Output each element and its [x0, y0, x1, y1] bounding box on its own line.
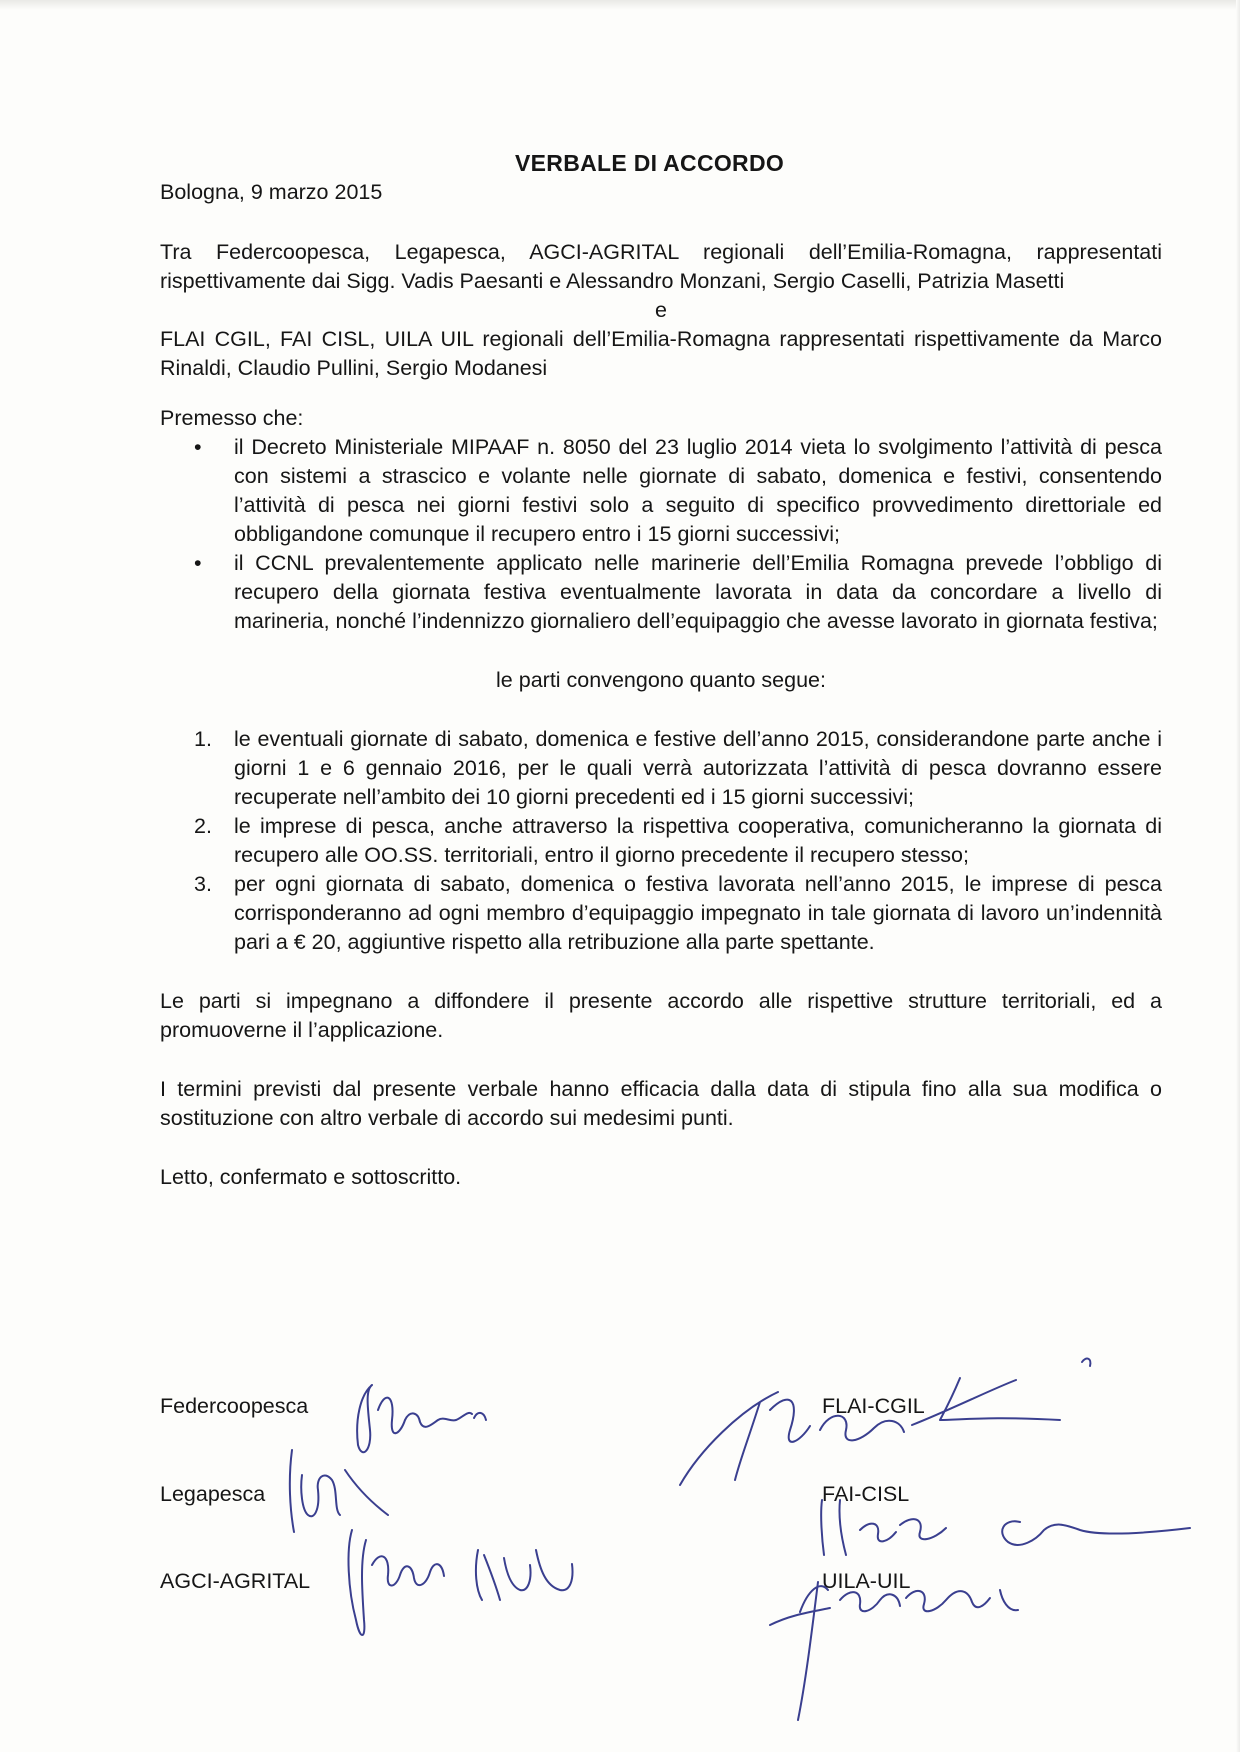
bullet-icon: •	[194, 435, 202, 459]
scan-top-edge	[0, 0, 1240, 10]
signature-label-legapesca: Legapesca	[160, 1482, 266, 1506]
conjunction: e	[655, 298, 667, 322]
signature-federcoopesca	[357, 1385, 486, 1452]
signature-label-agci-agrital: AGCI-AGRITAL	[160, 1569, 311, 1593]
parties-employers: Tra Federcoopesca, Legapesca, AGCI-AGRITAL regionali dell’Emilia-Romagna, rappresentati rispettivamente dai Sigg. Vadis Paesanti e Alessandro Monzani, Sergio Caselli, Patrizia Masetti	[160, 240, 1162, 293]
clause-number: 3.	[194, 872, 212, 896]
signature-legapesca	[290, 1450, 388, 1532]
clauses-list	[160, 725, 1162, 957]
signature-agci-agrital	[349, 1530, 573, 1635]
premises-list	[160, 433, 1162, 636]
agreement-intro: le parti convengono quanto segue:	[496, 668, 826, 692]
premise-intro: Premesso che:	[160, 406, 304, 430]
signature-label-flai-cgil: FLAI-CGIL	[822, 1394, 925, 1418]
signature-label-federcoopesca: Federcoopesca	[160, 1394, 309, 1418]
list-item: • il Decreto Ministeriale MIPAAF n. 8050 del 23 luglio 2014 vieta lo svolgimento l’attività di pesca con sistemi a strascico e volante nelle giornate di sabato, domenica e festivi, consentendo l’attività di pesca nei giorni festivi solo a seguito di specifico provvedimento direttoriale ed obbligandone comunque il recupero entro i 15 giorni successivi;	[194, 435, 1162, 546]
signature-flai-cgil	[680, 1359, 1090, 1485]
document-body	[160, 238, 1162, 1192]
clause-number: 1.	[194, 727, 212, 751]
list-item: 1. le eventuali giornate di sabato, domenica e festive dell’anno 2015, considerandone parte anche i giorni 1 e 6 gennaio 2016, per le quali verrà autorizzata l’attività di pesca dovranno essere recuperate nell’ambito dei 10 giorni precedenti ed i 15 giorni successivi;	[194, 727, 1162, 809]
closing-paragraph-1: Le parti si impegnano a diffondere il presente accordo alle rispettive strutture territoriali, ed a promuoverne il l’applicazione.	[160, 989, 1162, 1042]
list-item: • il CCNL prevalentemente applicato nelle marinerie dell’Emilia Romagna prevede l’obbligo di recupero della giornata festiva eventualmente lavorata in data da concordare a livello di marineria, nonché l’indennizzo giornaliero dell’equipaggio che avesse lavorato in giornata festiva;	[194, 551, 1162, 633]
signature-label-uila-uil: UILA-UIL	[822, 1569, 911, 1593]
signature-uila-uil	[770, 1582, 1018, 1720]
bullet-icon: •	[194, 551, 202, 575]
handwritten-signatures	[0, 1350, 1240, 1750]
place-date: Bologna, 9 marzo 2015	[160, 180, 383, 204]
parties-unions: FLAI CGIL, FAI CISL, UILA UIL regionali dell’Emilia-Romagna rappresentati rispettivamente da Marco Rinaldi, Claudio Pullini, Sergio Modanesi	[160, 327, 1162, 380]
list-item: 3. per ogni giornata di sabato, domenica o festiva lavorata nell’anno 2015, le imprese di pesca corrisponderanno ad ogni membro d’equipaggio impegnato in tale giornata di lavoro un’indennità pari a € 20, aggiuntive rispetto alla retribuzione alla parte spettante.	[194, 872, 1162, 954]
signature-label-fai-cisl: FAI-CISL	[822, 1482, 910, 1506]
signature-fai-cisl	[821, 1500, 1190, 1555]
list-item: 2. le imprese di pesca, anche attraverso la rispettiva cooperativa, comunicheranno la giornata di recupero alle OO.SS. territoriali, entro il giorno precedente il recupero stesso;	[194, 814, 1162, 867]
clause-number: 2.	[194, 814, 212, 838]
closing-paragraph-3: Letto, confermato e sottoscritto.	[160, 1165, 462, 1189]
closing-paragraph-2: I termini previsti dal presente verbale hanno efficacia dalla data di stipula fino alla sua modifica o sostituzione con altro verbale di accordo sui medesimi punti.	[160, 1077, 1162, 1130]
document-title: VERBALE DI ACCORDO	[515, 150, 785, 176]
